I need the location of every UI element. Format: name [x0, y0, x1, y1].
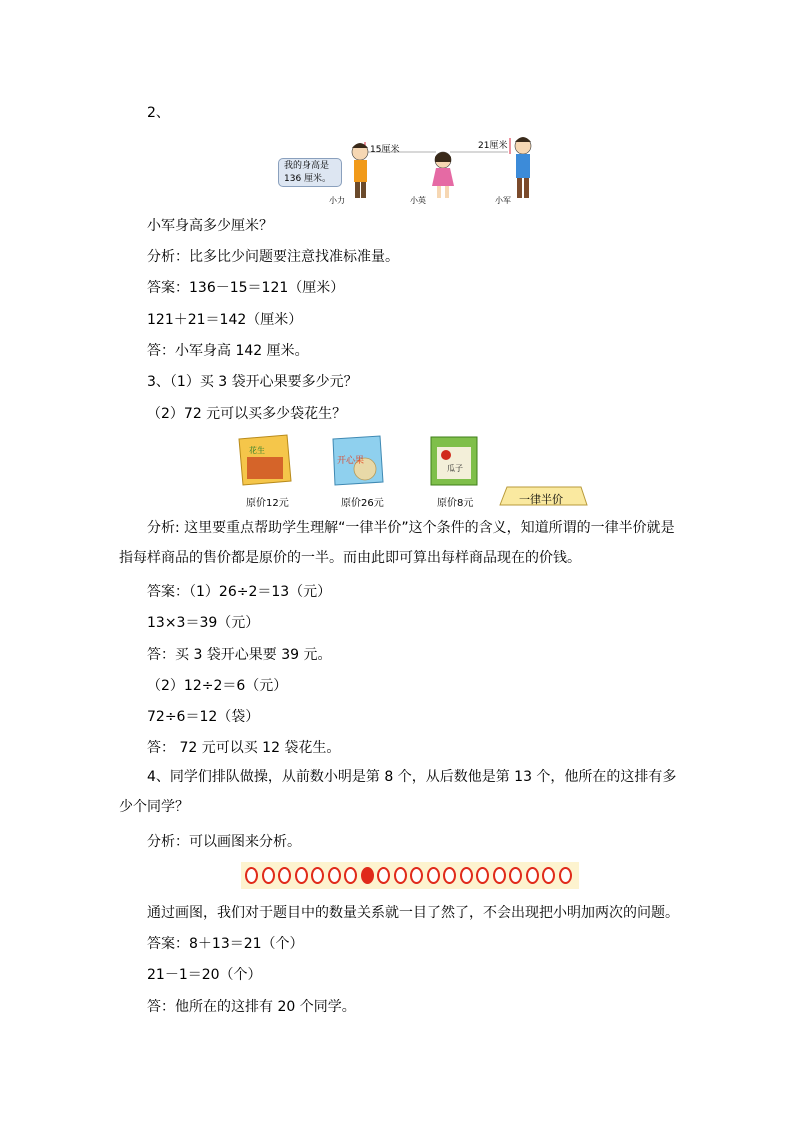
- queue-circle-xiaoming: [361, 867, 374, 884]
- q3-answer-1: 答案：（1）26÷2＝13（元）: [147, 584, 332, 600]
- q3-line-2: （2）72 元可以买多少袋花生？: [147, 406, 347, 422]
- queue-circle: [509, 867, 522, 884]
- q4-explanation: 通过画图，我们对于题目中的数量关系就一目了然了，不会出现把小明加两次的问题。: [147, 905, 679, 921]
- queue-circle: [245, 867, 258, 884]
- price-3: 原价8元: [437, 498, 474, 509]
- speech-bubble: [278, 158, 342, 187]
- queue-circle: [311, 867, 324, 884]
- queue-circle: [394, 867, 407, 884]
- q3-line-1: 3、（1）买 3 袋开心果要多少元？: [147, 374, 358, 390]
- queue-circle: [476, 867, 489, 884]
- queue-circle: [526, 867, 539, 884]
- queue-circle: [443, 867, 456, 884]
- queue-circle: [377, 867, 390, 884]
- queue-circle: [278, 867, 291, 884]
- queue-circle: [344, 867, 357, 884]
- price-1: 原价12元: [246, 498, 289, 509]
- q3-answer-2: 13×3＝39（元）: [147, 615, 260, 631]
- price-2: 原价26元: [341, 498, 384, 509]
- q3-answer-6: 答： 72 元可以买 12 袋花生。: [147, 740, 341, 756]
- name-xiaojun: 小军: [495, 196, 511, 205]
- q2-analysis: 分析：比多比少问题要注意找准标准量。: [147, 249, 399, 265]
- queue-circle: [542, 867, 555, 884]
- bag1-text: 花生: [249, 446, 265, 455]
- q3-answer-5: 72÷6＝12（袋）: [147, 709, 260, 725]
- bag3-text: 瓜子: [447, 464, 463, 473]
- queue-circle: [328, 867, 341, 884]
- bubble-line-1: 我的身高是: [284, 161, 330, 171]
- q4-analysis: 分析：可以画图来分析。: [147, 834, 301, 850]
- q4-answer-1: 答案：8＋13＝21（个）: [147, 936, 304, 952]
- measure-label-15: 15厘米: [370, 145, 400, 155]
- q2-answer-2: 121＋21＝142（厘米）: [147, 312, 303, 328]
- q3-answer-4: （2）12÷2＝6（元）: [147, 678, 288, 694]
- queue-circle: [427, 867, 440, 884]
- bag2-text: 开心果: [337, 456, 365, 466]
- q4-question: 4、同学们排队做操，从前数小明是第 8 个，从后数他是第 13 个，他所在的这排有多少个同学？: [119, 769, 677, 815]
- half-price-sign: 一律半价: [519, 493, 563, 506]
- q3-analysis: 分析: 这里要重点帮助学生理解“一律半价”这个条件的含义，知道所谓的一律半价就是指每样商品的售价都是原价的一半。而由此即可算出每样商品现在的价钱。: [119, 520, 675, 566]
- q3-answer-3: 答：买 3 袋开心果要 39 元。: [147, 647, 332, 663]
- q2-question: 小军身高多少厘米？: [147, 218, 273, 234]
- q2-answer-1: 答案：136－15＝121（厘米）: [147, 280, 345, 296]
- measure-label-21: 21厘米: [478, 141, 508, 151]
- queue-circle: [410, 867, 423, 884]
- queue-circle: [493, 867, 506, 884]
- name-xiaoying: 小英: [410, 196, 426, 205]
- queue-circle: [559, 867, 572, 884]
- q2-answer-3: 答：小军身高 142 厘米。: [147, 343, 309, 359]
- q4-answer-2: 21－1＝20（个）: [147, 967, 262, 983]
- q2-number: 2、: [147, 105, 170, 121]
- queue-circle: [262, 867, 275, 884]
- q4-answer-3: 答：他所在的这排有 20 个同学。: [147, 999, 356, 1015]
- queue-circle: [295, 867, 308, 884]
- bubble-line-2: 136 厘米。: [284, 174, 332, 184]
- name-xiaoli: 小力: [329, 196, 345, 205]
- queue-circle: [460, 867, 473, 884]
